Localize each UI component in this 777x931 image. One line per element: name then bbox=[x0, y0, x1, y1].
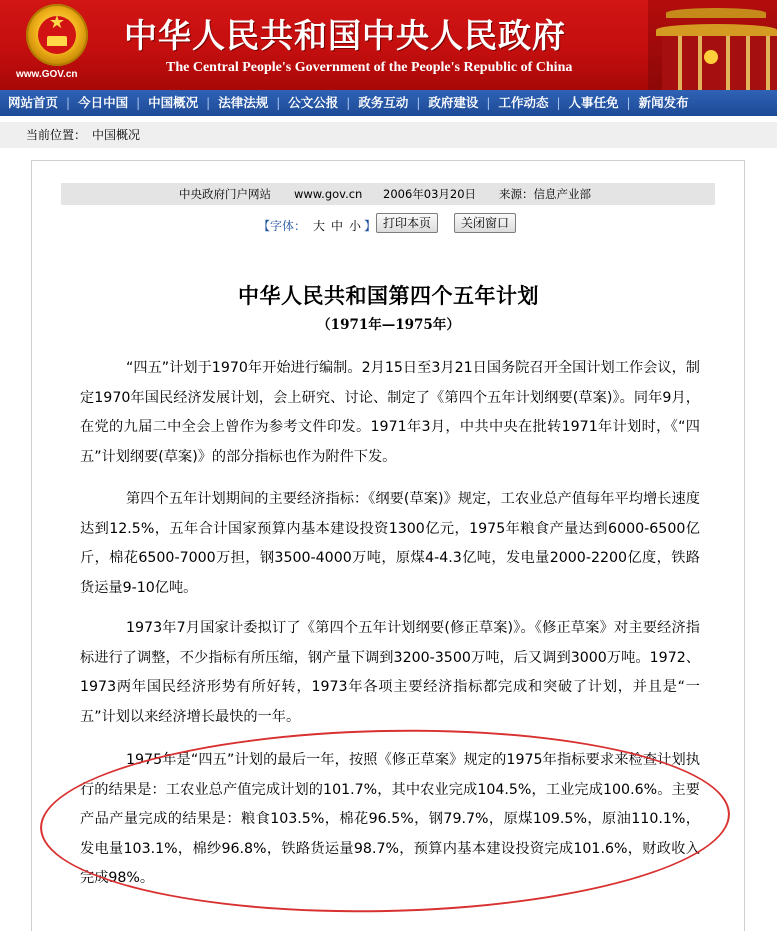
site-title-en: The Central People's Government of the People's Republic of China bbox=[166, 60, 573, 75]
meta-source: 来源：信息产业部 bbox=[499, 187, 591, 201]
national-emblem-icon[interactable] bbox=[26, 4, 88, 66]
breadcrumb-current[interactable]: 中国概况 bbox=[92, 128, 141, 142]
nav-item-personnel[interactable]: 人事任免 bbox=[568, 95, 619, 110]
article-paragraph: “四五”计划于1970年开始进行编制。2月15日至3月21日国务院召开全国计划工作会议，制定1970年国民经济发展计划，会上研究、讨论、制定了《第四个五年计划纲要(草案)》。同年9月，在党的九届二中全会上曾作为参考文件印发。1971年3月，中共中央在批转1971年计划时，《“四五”计划纲要(草案)》的部分指标也作为附件下发。 bbox=[80, 360, 700, 465]
nav-separator: | bbox=[486, 96, 491, 110]
nav-item-today[interactable]: 今日中国 bbox=[78, 95, 129, 110]
breadcrumb-label: 当前位置： bbox=[26, 128, 87, 142]
gate-icon bbox=[47, 36, 67, 46]
nav-item-government[interactable]: 政府建设 bbox=[428, 95, 479, 110]
site-url: www.GOV.cn bbox=[16, 69, 78, 80]
nav-separator: | bbox=[136, 96, 141, 110]
article-paragraph: 1973年7月国家计委拟订了《第四个五年计划纲要(修正草案)》。《修正草案》对主要经济指标进行了调整，不少指标有所压缩，钢产量下调到3200-3500万吨，后又调到3000万吨。1972、1973两年国民经济形势有所好转，1973年各项主要经济指标都完成和突破了计划，并且是“一五”计划以来经济增长最快的一年。 bbox=[80, 620, 700, 725]
close-window-button[interactable]: 关闭窗口 bbox=[454, 213, 516, 233]
meta-domain: www.gov.cn bbox=[294, 187, 363, 201]
nav-item-documents[interactable]: 公文公报 bbox=[288, 95, 339, 110]
nav-separator: | bbox=[416, 96, 421, 110]
article-subtitle: （1971年—1975年） bbox=[317, 317, 460, 333]
breadcrumb bbox=[0, 122, 777, 148]
meta-date: 2006年03月20日 bbox=[383, 187, 477, 201]
nav-item-overview[interactable]: 中国概况 bbox=[148, 95, 199, 110]
article-paragraph: 第四个五年计划期间的主要经济指标：《纲要(草案)》规定，工农业总产值每年平均增长速度达到12.5%，五年合计国家预算内基本建设投资1300亿元，1975年粮食产量达到6000-6500亿斤，棉花6500-7000万担，钢3500-4000万吨，原煤4-4.3亿吨，发电量2000-2200亿度，铁路货运量9-10亿吨。 bbox=[80, 491, 700, 596]
nav-separator: | bbox=[276, 96, 281, 110]
nav-item-interaction[interactable]: 政务互动 bbox=[358, 95, 409, 110]
nav-separator: | bbox=[66, 96, 71, 110]
article-title: 中华人民共和国第四个五年计划 bbox=[238, 283, 539, 308]
font-size-small[interactable]: 小 bbox=[349, 219, 362, 233]
print-button[interactable]: 打印本页 bbox=[376, 213, 438, 233]
nav-separator: | bbox=[206, 96, 211, 110]
lantern-icon bbox=[704, 50, 718, 64]
nav-separator: | bbox=[556, 96, 561, 110]
nav-separator: | bbox=[626, 96, 631, 110]
main-nav bbox=[0, 90, 777, 116]
article-tools bbox=[0, 213, 777, 235]
font-label: 【字体： bbox=[258, 219, 307, 233]
font-size-control bbox=[258, 217, 380, 234]
nav-separator: | bbox=[346, 96, 351, 110]
meta-source-site: 中央政府门户网站 bbox=[179, 187, 271, 201]
article-paragraph-highlighted: 1975年是“四五”计划的最后一年，按照《修正草案》规定的1975年指标要求来检查计划执行的结果是：工农业总产值完成计划的101.7%，其中农业完成104.5%，工业完成100.6%。主要产品产量完成的结果是：粮食103.5%，棉花96.5%，钢79.7%，原煤109.5%，原油110.1%，发电量103.1%，棉纱96.8%，铁路货运量98.7%，预算内基本建设投资完成101.6%，财政收入完成98%。 bbox=[80, 752, 700, 886]
font-label-end: 】 bbox=[364, 219, 377, 233]
article-meta bbox=[61, 183, 715, 205]
star-icon: ★ bbox=[48, 12, 66, 33]
nav-item-laws[interactable]: 法律法规 bbox=[218, 95, 269, 110]
site-title-cn[interactable]: 中华人民共和国中央人民政府 bbox=[124, 16, 566, 55]
nav-item-home[interactable]: 网站首页 bbox=[8, 95, 59, 110]
font-size-large[interactable]: 大 bbox=[313, 219, 326, 233]
nav-item-news[interactable]: 新闻发布 bbox=[638, 95, 689, 110]
nav-item-work[interactable]: 工作动态 bbox=[498, 95, 549, 110]
font-size-medium[interactable]: 中 bbox=[331, 219, 344, 233]
tiananmen-icon bbox=[648, 0, 777, 90]
site-header bbox=[0, 0, 777, 90]
